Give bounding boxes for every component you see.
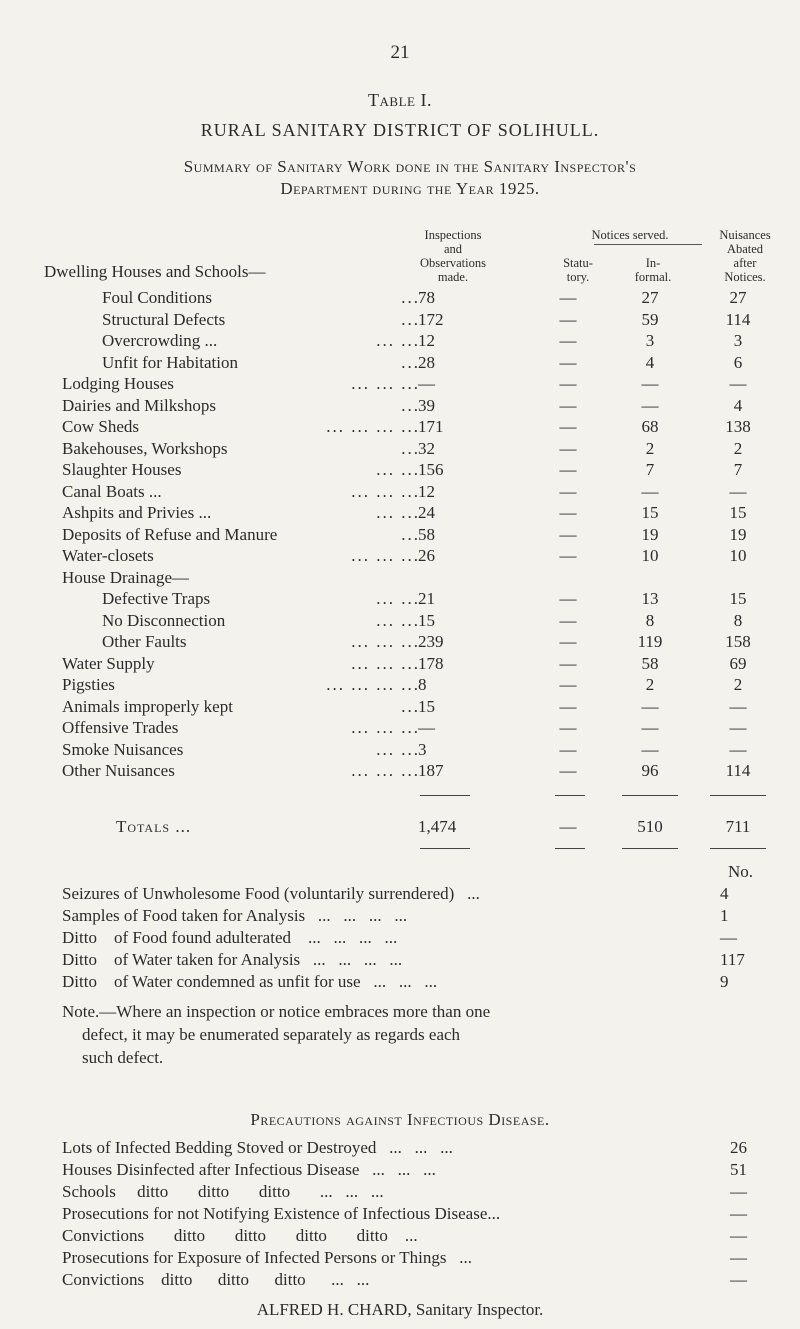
table-row <box>0 374 800 396</box>
note-line-2: defect, it may be enumerated separately as regards each <box>82 1025 461 1044</box>
row-statutory: — <box>559 696 577 716</box>
totals-statutory: — <box>559 817 577 836</box>
row-leader-dots: ... ... <box>376 331 420 350</box>
row-inspections: 178 <box>418 653 444 673</box>
row-informal: 68 <box>641 417 659 436</box>
row-informal: 119 <box>637 632 663 651</box>
row-leader-dots: ... ... ... <box>351 718 420 737</box>
table-row <box>0 761 800 783</box>
row-abated: 10 <box>729 546 747 565</box>
precaution-label: Schools ditto ditto ditto ... ... ... <box>62 1182 384 1201</box>
row-abated: 3 <box>733 331 743 350</box>
row-informal: 15 <box>641 503 659 522</box>
row-informal: 96 <box>641 761 659 780</box>
row-label: Animals improperly kept <box>62 696 233 716</box>
seizure-label: Ditto of Water taken for Analysis ... ... ... ... <box>62 950 403 969</box>
row-label: Water Supply <box>62 653 155 673</box>
row-informal: 10 <box>641 546 659 565</box>
table-row <box>0 482 800 504</box>
row-statutory: — <box>559 653 577 673</box>
row-informal: 2 <box>645 438 655 458</box>
row-abated: — <box>729 374 747 393</box>
row-leader-dots: ... ... ... ... <box>326 675 420 694</box>
row-leader-dots: ... ... ... <box>351 761 420 780</box>
row-leader-dots: ... ... ... <box>351 374 420 393</box>
district-heading: RURAL SANITARY DISTRICT OF SOLIHULL. <box>200 120 600 140</box>
table-row <box>0 417 800 439</box>
row-abated: 2 <box>733 675 743 694</box>
note <box>62 1000 702 1069</box>
row-leader-dots: ... <box>401 524 420 544</box>
table-row <box>0 331 800 353</box>
row-label: Other Nuisances <box>62 761 175 780</box>
row-abated: — <box>729 696 747 716</box>
row-statutory: — <box>559 589 577 608</box>
seizure-label: Ditto of Water condemned as unfit for use ... ... ... <box>62 972 438 991</box>
row-inspections: — <box>418 374 435 393</box>
row-abated: 15 <box>729 589 747 608</box>
row-leader-dots: ... <box>401 395 420 415</box>
row-abated: — <box>729 739 747 759</box>
seizure-row <box>0 906 800 928</box>
row-label: Overcrowding ... <box>102 331 218 350</box>
row-statutory: — <box>559 309 577 329</box>
precaution-value: — <box>730 1226 747 1245</box>
precaution-row <box>0 1248 800 1270</box>
totals-rule-statutory <box>555 795 585 796</box>
precaution-label: Houses Disinfected after Infectious Disease ... ... ... <box>62 1160 436 1179</box>
row-abated: 6 <box>733 352 743 372</box>
row-leader-dots: ... ... <box>376 589 420 608</box>
row-label: Pigsties <box>62 675 115 694</box>
row-leader-dots: ... ... ... <box>351 546 420 565</box>
table-row <box>0 654 800 676</box>
table-row <box>0 632 800 654</box>
note-line-3: such defect. <box>82 1048 164 1067</box>
totals-row <box>0 817 800 839</box>
table-row <box>0 525 800 547</box>
seizure-row <box>0 928 800 950</box>
row-inspections: 156 <box>418 460 444 479</box>
precaution-value: — <box>730 1204 747 1223</box>
row-inspections: 8 <box>418 675 427 694</box>
table-row <box>0 611 800 633</box>
row-statutory: — <box>559 395 577 415</box>
row-inspections: 172 <box>418 309 444 329</box>
row-informal: 58 <box>641 653 659 673</box>
column-header-notices: Notices served. <box>591 228 669 242</box>
row-label: Foul Conditions <box>102 288 213 307</box>
row-informal: — <box>641 395 659 415</box>
seizure-label: Seizures of Unwholesome Food (voluntarily surrendered) ... <box>62 884 480 903</box>
totals-abated: 711 <box>725 817 751 836</box>
precaution-value: — <box>730 1270 747 1289</box>
row-inspections: 12 <box>418 481 435 501</box>
row-inspections: 21 <box>418 589 435 608</box>
table-title: Table I. <box>368 90 432 110</box>
row-label: Cow Sheds <box>62 417 139 436</box>
precaution-label: Prosecutions for not Notifying Existence of Infectious Disease... <box>62 1204 501 1223</box>
row-inspections: 78 <box>418 288 435 307</box>
table-row <box>0 439 800 461</box>
row-abated: 4 <box>733 395 743 415</box>
row-abated: 7 <box>733 460 743 479</box>
row-abated: 15 <box>729 503 747 522</box>
row-statutory: — <box>559 675 577 694</box>
row-inspections: 171 <box>418 417 444 436</box>
totals-bottom-rule-statutory <box>555 848 585 849</box>
row-label: Smoke Nuisances <box>62 739 184 759</box>
seizure-value: 117 <box>720 950 745 969</box>
table-row <box>0 546 800 568</box>
summary-line-2: Department during the Year 1925. <box>280 179 540 198</box>
row-statutory: — <box>559 481 577 501</box>
row-inspections: 15 <box>418 696 435 716</box>
row-informal: — <box>641 739 659 759</box>
row-statutory: — <box>559 417 577 436</box>
row-abated: 114 <box>725 761 751 780</box>
row-abated: — <box>729 718 747 737</box>
precaution-row <box>0 1270 800 1292</box>
seizure-row <box>0 884 800 906</box>
precaution-value: 26 <box>730 1138 747 1157</box>
totals-informal: 510 <box>637 817 663 836</box>
seizure-value: 1 <box>720 906 729 925</box>
row-informal: 13 <box>641 589 659 608</box>
precaution-row <box>0 1160 800 1182</box>
row-label: Offensive Trades <box>62 718 179 737</box>
row-abated: 19 <box>729 524 747 544</box>
table-row <box>0 288 800 310</box>
precaution-value: — <box>730 1248 747 1267</box>
seizure-label: Ditto of Food found adulterated ... ... ... ... <box>62 928 398 947</box>
dwelling-heading: Dwelling Houses and Schools— <box>44 262 266 281</box>
row-inspections: 39 <box>418 395 435 415</box>
column-header-informal: In- formal. <box>634 256 672 284</box>
seizure-value: 9 <box>720 972 729 991</box>
row-statutory: — <box>559 331 577 350</box>
row-leader-dots: ... ... ... ... <box>326 417 420 436</box>
row-inspections: 15 <box>418 610 435 630</box>
seizure-row <box>0 972 800 994</box>
totals-rule-inspections <box>420 795 470 796</box>
table-row <box>0 503 800 525</box>
row-label: Deposits of Refuse and Manure <box>62 524 278 544</box>
row-inspections: 32 <box>418 438 435 458</box>
summary-heading <box>40 156 780 200</box>
row-statutory: — <box>559 632 577 651</box>
row-statutory: — <box>559 718 577 737</box>
table-row <box>0 675 800 697</box>
table-row <box>0 460 800 482</box>
row-leader-dots: ... <box>401 309 420 329</box>
totals-label: Totals ... <box>116 817 192 836</box>
table-row <box>0 310 800 332</box>
precaution-value: — <box>730 1182 747 1201</box>
table-row <box>0 697 800 719</box>
row-label: Canal Boats ... <box>62 481 162 501</box>
totals-rule-informal <box>622 795 678 796</box>
row-abated: 27 <box>729 288 747 307</box>
row-statutory: — <box>559 288 577 307</box>
row-leader-dots: ... ... <box>376 610 420 630</box>
page-number: 21 <box>390 42 410 63</box>
seizure-label: Samples of Food taken for Analysis ... ... ... ... <box>62 906 408 925</box>
totals-bottom-rule-abated <box>710 848 766 849</box>
totals-bottom-rule-inspections <box>420 848 470 849</box>
row-abated: 114 <box>725 309 751 329</box>
row-informal: 59 <box>641 309 659 329</box>
row-label: Slaughter Houses <box>62 460 182 479</box>
signature: ALFRED H. CHARD, Sanitary Inspector. <box>256 1300 544 1319</box>
row-abated: 158 <box>725 632 751 651</box>
row-informal: 7 <box>645 460 655 479</box>
row-inspections: 28 <box>418 352 435 372</box>
row-informal: 8 <box>645 610 655 630</box>
row-label: Unfit for Habitation <box>102 352 238 372</box>
row-inspections: — <box>418 718 435 737</box>
row-inspections: 12 <box>418 331 435 350</box>
precaution-row <box>0 1204 800 1226</box>
totals-inspections: 1,474 <box>418 817 457 836</box>
row-informal: — <box>641 718 659 737</box>
row-leader-dots: ... ... ... <box>351 653 420 673</box>
table-row <box>0 589 800 611</box>
row-leader-dots: ... ... <box>376 460 420 479</box>
row-label: Ashpits and Privies ... <box>62 503 212 522</box>
row-statutory: — <box>559 761 577 780</box>
row-statutory: — <box>559 503 577 522</box>
table-row <box>0 718 800 740</box>
row-label: House Drainage— <box>62 567 189 587</box>
notices-brace <box>594 244 702 253</box>
row-statutory: — <box>559 524 577 544</box>
row-leader-dots: ... <box>401 288 420 307</box>
row-statutory: — <box>559 610 577 630</box>
row-leader-dots: ... <box>401 696 420 716</box>
row-informal: 4 <box>645 352 655 372</box>
seizure-value: 4 <box>720 884 729 903</box>
column-header-inspections: Inspections and Observations made. <box>420 228 486 284</box>
row-informal: 2 <box>645 675 655 694</box>
row-label: Lodging Houses <box>62 374 174 393</box>
note-line-1: Note.—Where an inspection or notice embraces more than one <box>62 1002 491 1021</box>
row-leader-dots: ... ... <box>376 739 420 759</box>
row-inspections: 58 <box>418 524 435 544</box>
row-abated: 69 <box>729 653 747 673</box>
table-row <box>0 740 800 762</box>
no-heading: No. <box>728 862 754 881</box>
row-leader-dots: ... ... ... <box>351 632 420 651</box>
row-abated: 8 <box>733 610 743 630</box>
row-statutory: — <box>559 739 577 759</box>
row-label: Structural Defects <box>102 309 226 329</box>
summary-line-1: Summary of Sanitary Work done in the Sanitary Inspector's <box>183 157 637 176</box>
seizure-value: — <box>720 928 737 947</box>
precaution-label: Lots of Infected Bedding Stoved or Destroyed ... ... ... <box>62 1138 453 1157</box>
row-informal: 27 <box>641 288 659 307</box>
row-inspections: 26 <box>418 546 435 565</box>
row-label: Dairies and Milkshops <box>62 395 216 415</box>
row-statutory: — <box>559 460 577 479</box>
row-inspections: 3 <box>418 739 427 759</box>
row-leader-dots: ... ... ... <box>351 481 420 501</box>
table-row <box>0 396 800 418</box>
row-statutory: — <box>559 438 577 458</box>
table-row <box>0 568 800 590</box>
column-header-nuisances: Nuisances Abated after Notices. <box>719 228 771 284</box>
row-statutory: — <box>559 374 577 393</box>
row-leader-dots: ... <box>401 352 420 372</box>
totals-bottom-rule-informal <box>622 848 678 849</box>
precaution-row <box>0 1182 800 1204</box>
totals-rule-abated <box>710 795 766 796</box>
row-label: Defective Traps <box>102 589 211 608</box>
table-row <box>0 353 800 375</box>
row-label: Water-closets <box>62 546 154 565</box>
row-statutory: — <box>559 352 577 372</box>
row-abated: 2 <box>733 438 743 458</box>
row-label: Other Faults <box>102 632 187 651</box>
row-label: No Disconnection <box>102 610 226 630</box>
row-inspections: 187 <box>418 761 444 780</box>
row-leader-dots: ... <box>401 438 420 458</box>
precaution-row <box>0 1226 800 1248</box>
row-label: Bakehouses, Workshops <box>62 438 228 458</box>
precaution-label: Prosecutions for Exposure of Infected Persons or Things ... <box>62 1248 472 1267</box>
precaution-label: Convictions ditto ditto ditto ... ... <box>62 1270 370 1289</box>
row-informal: 3 <box>645 331 655 350</box>
precaution-value: 51 <box>730 1160 747 1179</box>
precaution-row <box>0 1138 800 1160</box>
row-inspections: 24 <box>418 503 435 522</box>
row-informal: — <box>641 696 659 716</box>
row-inspections: 239 <box>418 632 444 651</box>
row-informal: — <box>641 374 659 393</box>
row-abated: — <box>729 481 747 501</box>
column-header-statutory: Statu- tory. <box>563 256 593 284</box>
precaution-label: Convictions ditto ditto ditto ditto ... <box>62 1226 418 1245</box>
row-informal: 19 <box>641 524 659 544</box>
row-informal: — <box>641 481 659 501</box>
seizure-row <box>0 950 800 972</box>
row-statutory: — <box>559 546 577 565</box>
row-abated: 138 <box>725 417 751 436</box>
row-leader-dots: ... ... <box>376 503 420 522</box>
precautions-heading: Precautions against Infectious Disease. <box>250 1110 550 1129</box>
